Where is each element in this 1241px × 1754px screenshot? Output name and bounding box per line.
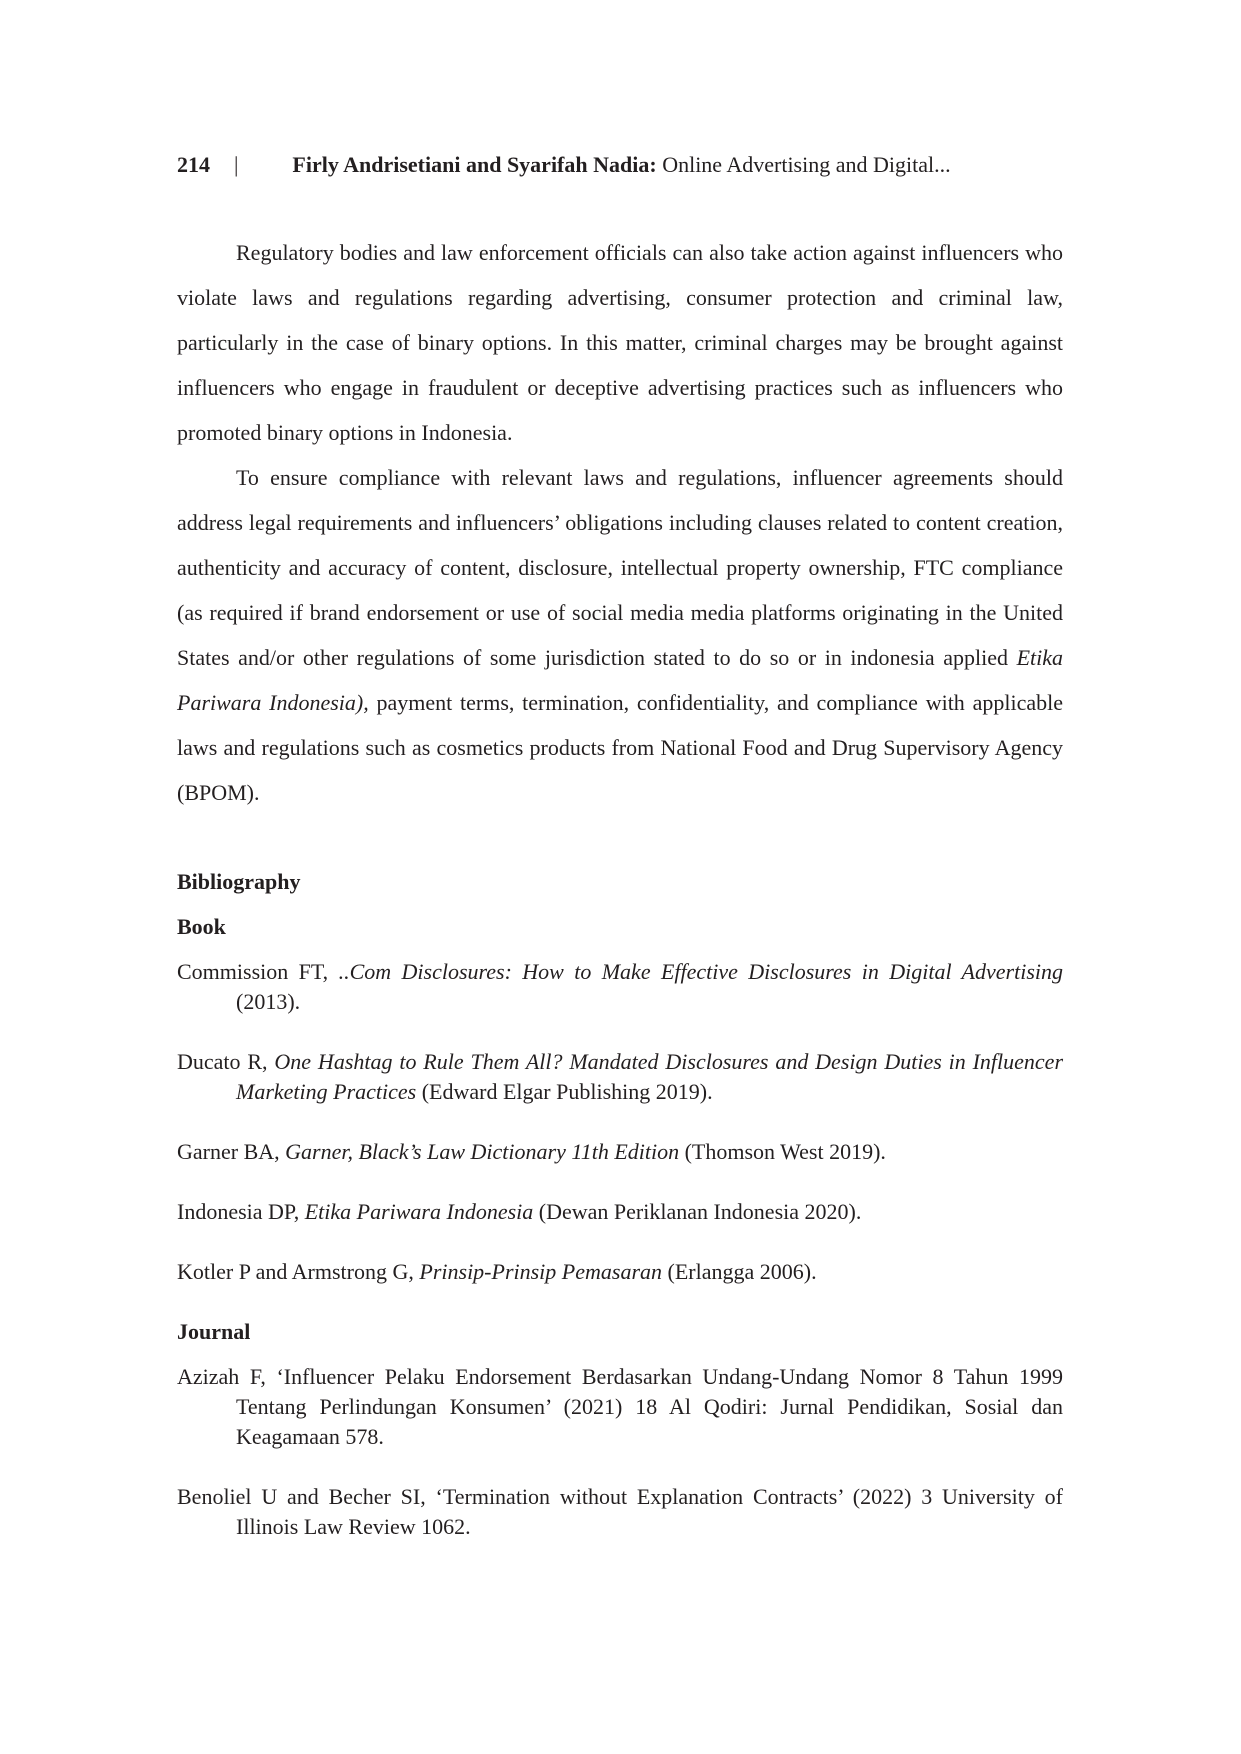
page-content — [177, 230, 1063, 1572]
ref-details: (Dewan Periklanan Indonesia 2020). — [533, 1199, 862, 1224]
reference-book — [177, 957, 1063, 1017]
paragraph-2-text-a: To ensure compliance with relevant laws and regulations, influencer agreements should address legal requirements and influencers’ obligations including clauses related to content creation, authenticity and accuracy of content, disclosure, intellectual property ownership, FTC compliance (as required if brand endorsement or use of social media media platforms originating in the United States and/or other regulations of some jurisdiction stated to do so or in indonesia applied — [177, 465, 1063, 670]
paragraph-2-text-b: payment terms, termination, confidentiality, and compliance with applicable laws and regulations such as cosmetics products from National Food and Drug Supervisory Agency (BPOM). — [177, 690, 1063, 805]
reference-journal: Benoliel U and Becher SI, ‘Termination without Explanation Contracts’ (2022) 3 University of Illinois Law Review 1062. — [177, 1484, 1063, 1539]
paragraph-2-italic: Etika Pariwara Indonesia), — [177, 645, 1063, 715]
reference-book — [177, 1047, 1063, 1107]
running-header — [177, 150, 951, 180]
page-number: 214 — [177, 152, 210, 177]
ref-title: One Hashtag to Rule Them All? Mandated Disclosures and Design Duties in Influencer Marketing Practices — [236, 1049, 1064, 1104]
reference-journal: Azizah F, ‘Influencer Pelaku Endorsement Berdasarkan Undang-Undang Nomor 8 Tahun 1999 Tentang Perlindungan Konsumen’ (2021) 18 Al Qodiri: Jurnal Pendidikan, Sosial dan Keagamaan 578. — [177, 1364, 1063, 1449]
ref-author: Garner BA, — [177, 1139, 286, 1164]
bibliography-heading: Bibliography — [177, 869, 301, 894]
body-paragraph-1: Regulatory bodies and law enforcement officials can also take action against influencers who violate laws and regulations regarding advertising, consumer protection and criminal law, particularly in the case of binary options. In this matter, criminal charges may be brought against influencers who engage in fraudulent or deceptive advertising practices such as influencers who promoted binary options in Indonesia. — [177, 240, 1063, 445]
reference-book — [177, 1197, 1063, 1227]
reference-book — [177, 1257, 1063, 1287]
ref-author: Indonesia DP, — [177, 1199, 305, 1224]
reference-book — [177, 1137, 1063, 1167]
ref-title: Prinsip-Prinsip Pemasaran — [419, 1259, 663, 1284]
body-paragraph-2 — [177, 455, 1063, 815]
ref-details: (2013). — [236, 989, 301, 1014]
ref-author: Kotler P and Armstrong G, — [177, 1259, 420, 1284]
ref-author: Ducato R, — [177, 1049, 275, 1074]
book-heading: Book — [177, 914, 226, 939]
ref-title: Garner, Black’s Law Dictionary 11th Edition — [285, 1139, 680, 1164]
ref-title: Etika Pariwara Indonesia — [304, 1199, 534, 1224]
header-separator: | — [234, 152, 239, 177]
header-authors: Firly Andrisetiani and Syarifah Nadia: — [292, 152, 657, 177]
ref-details: (Edward Elgar Publishing 2019). — [416, 1079, 713, 1104]
header-title: Online Advertising and Digital... — [656, 152, 951, 177]
ref-author: Commission FT, — [177, 959, 339, 984]
ref-title: ..Com Disclosures: How to Make Effective Disclosures in Digital Advertising — [338, 959, 1063, 984]
journal-heading: Journal — [177, 1319, 251, 1344]
ref-details: (Erlangga 2006). — [662, 1259, 817, 1284]
ref-details: (Thomson West 2019). — [679, 1139, 886, 1164]
